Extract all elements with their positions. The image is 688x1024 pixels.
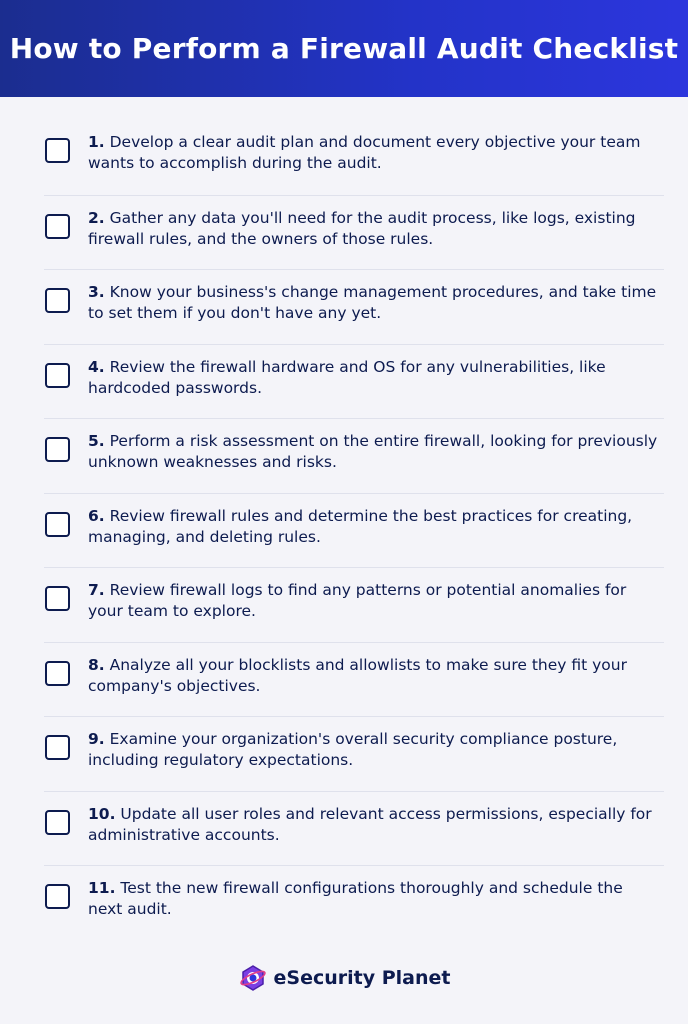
checklist-item-text — [88, 729, 658, 771]
item-number: 3. — [88, 283, 105, 301]
item-number: 11. — [88, 879, 116, 897]
item-description: Perform a risk assessment on the entire firewall, looking for previously unknown weaknesses and risks. — [88, 432, 658, 471]
checkbox[interactable] — [45, 363, 70, 388]
item-number: 7. — [88, 581, 105, 599]
footer — [0, 958, 688, 998]
checklist-item-6 — [44, 493, 664, 568]
item-description: Examine your organization's overall security compliance posture, including regulatory expectations. — [88, 730, 618, 769]
checklist-item-text — [88, 208, 658, 250]
checklist-item-2 — [44, 195, 664, 270]
item-description: Review firewall rules and determine the best practices for creating, managing, and deleting rules. — [88, 506, 633, 546]
checklist-item-10 — [44, 791, 664, 866]
checklist-item-7 — [44, 567, 664, 642]
item-number: 8. — [88, 655, 105, 674]
checkbox[interactable] — [45, 884, 70, 909]
checkbox[interactable] — [45, 437, 70, 462]
item-description: Know your business's change management procedures, and take time to set them if you don't have any yet. — [88, 283, 657, 322]
checklist-item-text — [88, 580, 658, 622]
checklist-item-text — [88, 357, 658, 399]
checkbox[interactable] — [45, 810, 70, 835]
checklist-item-8 — [44, 642, 664, 717]
checkbox[interactable] — [45, 735, 70, 760]
item-description: Analyze all your blocklists and allowlists to make sure they fit your company's objectives. — [88, 655, 627, 695]
checklist-item-text — [88, 132, 658, 174]
checklist-item-text — [88, 878, 658, 920]
item-description: Develop a clear audit plan and document every objective your team wants to accomplish during the audit. — [88, 133, 641, 172]
item-number: 9. — [88, 730, 105, 748]
checklist-item-3 — [44, 269, 664, 344]
checklist-item-1 — [44, 120, 664, 195]
item-description: Test the new firewall configurations thoroughly and schedule the next audit. — [88, 879, 623, 918]
item-description: Review firewall logs to find any patterns or potential anomalies for your team to explore. — [88, 581, 627, 620]
checkbox[interactable] — [45, 586, 70, 611]
checklist — [44, 120, 664, 940]
checklist-item-9 — [44, 716, 664, 791]
item-number: 2. — [88, 208, 105, 227]
checkbox[interactable] — [45, 512, 70, 537]
checkbox[interactable] — [45, 214, 70, 239]
checklist-item-text — [88, 506, 658, 548]
item-description: Gather any data you'll need for the audit process, like logs, existing firewall rules, and the owners of those rules. — [88, 208, 636, 248]
checklist-item-4 — [44, 344, 664, 419]
item-description: Review the firewall hardware and OS for any vulnerabilities, like hardcoded passwords. — [88, 357, 606, 397]
checkbox[interactable] — [45, 138, 70, 163]
item-description: Update all user roles and relevant access permissions, especially for administrative accounts. — [88, 804, 652, 844]
brand-name: eSecurity Planet — [273, 967, 451, 989]
planet-logo-icon — [238, 963, 268, 993]
checklist-item-text — [88, 431, 658, 473]
checklist-item-11 — [44, 865, 664, 940]
checkbox[interactable] — [45, 288, 70, 313]
checklist-item-text — [88, 655, 658, 697]
item-number: 10. — [88, 804, 116, 823]
page-title: How to Perform a Firewall Audit Checklist — [9, 32, 679, 65]
checklist-item-text — [88, 282, 658, 324]
item-number: 6. — [88, 506, 105, 525]
checklist-item-text — [88, 804, 658, 846]
checklist-item-5 — [44, 418, 664, 493]
header-banner — [0, 0, 688, 97]
item-number: 4. — [88, 357, 105, 376]
checkbox[interactable] — [45, 661, 70, 686]
item-number: 5. — [88, 432, 105, 450]
item-number: 1. — [88, 133, 105, 151]
